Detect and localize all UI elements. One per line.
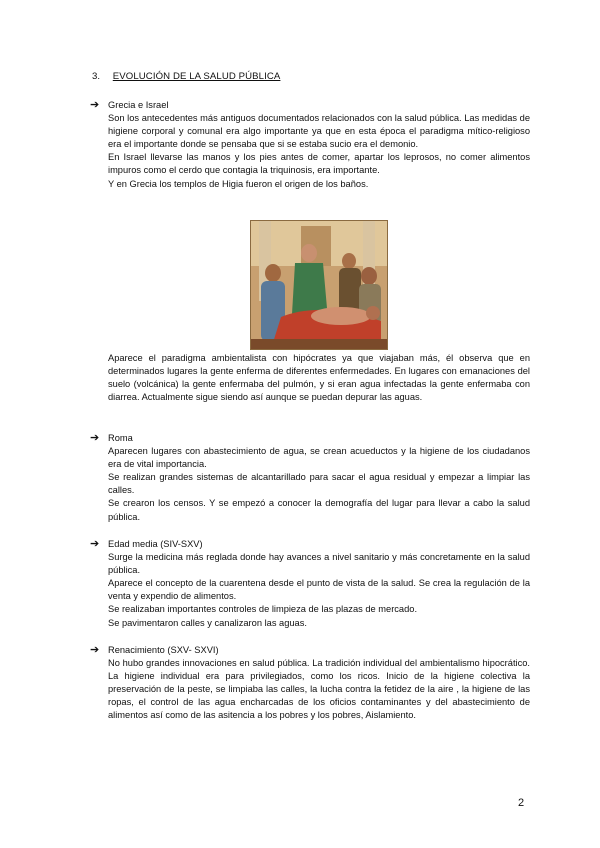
section-renacimiento xyxy=(90,644,530,723)
section-roma xyxy=(90,432,530,524)
heading-title: EVOLUCIÓN DE LA SALUD PÚBLICA xyxy=(112,71,281,82)
section-title: Roma xyxy=(108,433,133,443)
arrow-right-icon: ➔ xyxy=(90,644,100,657)
section-heading xyxy=(92,71,280,82)
arrow-right-icon: ➔ xyxy=(90,432,100,445)
paragraph: Aparece el paradigma ambientalista con hipócrates ya que viajaban más, él observa que en determinados lugares la gente enferma de diferentes enfermedades. En lugares con emanaciones del suelo (volcánica) la gente enfermaba del pulmón, y si eran agua infectadas la gente enfermaba con diarrea. Actualmente sigue siendo así aunque se puedan depurar las aguas. xyxy=(108,353,530,403)
paragraph: Se crearon los censos. Y se empezó a conocer la demografía del lugar para llevar a cabo la salud pública. xyxy=(108,498,530,522)
section-edad-media xyxy=(90,538,530,630)
paragraph: Surge la medicina más reglada donde hay avances a nivel sanitario y más concretamente en la salud pública. xyxy=(108,552,530,576)
paragraph: Son los antecedentes más antiguos documentados relacionados con la salud pública. Las medidas de higiene corporal y comunal era algo importante ya que en esta época el paradigma mítico-religioso era el importante donde se pensaba que si se estaba sucio era el demonio. xyxy=(108,113,530,150)
illustration-image xyxy=(251,221,387,349)
paragraph: Se realizan grandes sistemas de alcantarillado para sacar el agua residual y empezar a limpiar las calles. xyxy=(108,472,530,496)
paragraph: Aparecen lugares con abastecimiento de agua, se crean acueductos y la higiene de los ciudadanos era de vital importancia. xyxy=(108,446,530,470)
paragraph: Aparece el concepto de la cuarentena desde el punto de vista de la salud. Se crea la regulación de la venta y expendio de alimentos. xyxy=(108,578,530,602)
section-grecia-israel-continued xyxy=(90,352,530,404)
section-title: Edad media (SIV-SXV) xyxy=(108,539,203,549)
section-title: Grecia e Israel xyxy=(108,100,169,110)
arrow-right-icon: ➔ xyxy=(90,538,100,551)
paragraph: No hubo grandes innovaciones en salud pública. La tradición individual del ambientalismo hipocrático. La higiene individual era para privilegiados, como los ricos. Inicio de la higiene colectiva la preservación de la peste, se limpiaba las calles, la lucha contra la fetidez de la aire , la higiene de las ropas, el control de las agua encharcadas de los oficios contaminantes y del abastecimiento de alimentos así como de las asitencia a los pobres y los pobres, Aislamiento. xyxy=(108,658,530,721)
section-grecia-israel xyxy=(90,99,530,191)
greek-medicine-illustration xyxy=(250,220,388,350)
heading-number: 3. xyxy=(92,71,101,82)
page-number: 2 xyxy=(518,797,525,809)
paragraph: Y en Grecia los templos de Higia fueron el origen de los baños. xyxy=(108,178,369,189)
paragraph: En Israel llevarse las manos y los pies antes de comer, apartar los leprosos, no comer alimentos impuros como el cerdo que contagia la triquinosis, era importante. xyxy=(108,152,530,176)
paragraph: Se realizaban importantes controles de limpieza de las plazas de mercado. xyxy=(108,604,418,615)
section-title: Renacimiento (SXV- SXVI) xyxy=(108,645,219,655)
arrow-right-icon: ➔ xyxy=(90,99,100,112)
paragraph: Se pavimentaron calles y canalizaron las aguas. xyxy=(108,617,307,628)
